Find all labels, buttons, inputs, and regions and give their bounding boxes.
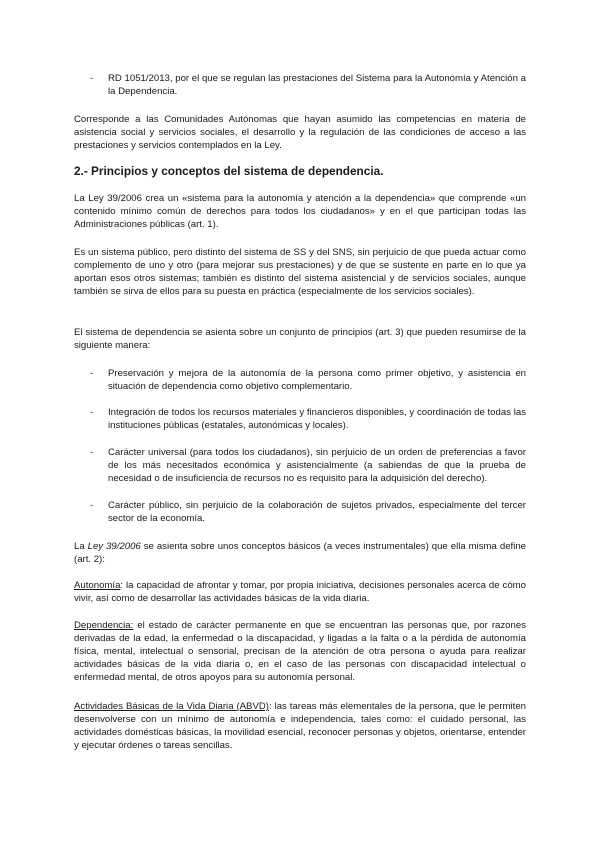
definition-term: Actividades Básicas de la Vida Diaria (ABVD) bbox=[74, 701, 269, 712]
principle-item-3: Carácter universal (para todos los ciudadanos), sin perjuicio de un orden de preferencias a favor de los más necesitados económica y asistencialmente (a sabiendas de que la prueba de necesidad o de insuficiencia de recursos no es requisito para la adquisición del derecho). bbox=[108, 447, 526, 484]
law-reference: Ley 39/2006 bbox=[87, 541, 141, 552]
principle-item-2: Integración de todos los recursos materiales y financieros disponibles, y coordinación de todas las instituciones públicas (estatales, autonómicas y locales). bbox=[108, 407, 526, 431]
definition-text: el estado de carácter permanente en que se encuentran las personas que, por razones derivadas de la edad, la enfermedad o la discapacidad, y ligadas a la falta o a la pérdida de autonomía física, mental, intelectual o sensorial, precisan de la atención de otra persona o ayuda para realizar actividades básicas de la vida diaria o, en el caso de las personas con discapacidad intelectual o enfermedad mental, de otros apoyos para su autonomía personal. bbox=[74, 620, 526, 683]
principle-item-1: Preservación y mejora de la autonomía de la persona como primer objetivo, y asistencia en situación de dependencia como objetivo complementario. bbox=[108, 368, 526, 392]
paragraph-sistema-publico: Es un sistema público, pero distinto del sistema de SS y del SNS, sin perjuicio de que pueda actuar como complemento de uno y otro (para mejorar sus prestaciones) y de que se sustente en parte en lo que ya aportan esos otros sistemas; también es distinto del sistema asistencial y de servicios sociales, aunque también se sirva de ellos para su puesta en práctica (especialmente de los servicios sociales). bbox=[74, 247, 526, 297]
paragraph-principios: El sistema de dependencia se asienta sobre un conjunto de principios (art. 3) que pueden resumirse de la siguiente manera: bbox=[74, 327, 526, 351]
bullet-dash: - bbox=[90, 73, 94, 84]
bullet-dash: - bbox=[90, 407, 94, 418]
bullet-dash: - bbox=[90, 500, 94, 511]
definition-text: : las tareas más elementales de la persona, que le permiten desenvolverse con un mínimo de autonomía e independencia, tales como: el cuidado personal, las actividades domésticas básicas, la movilidad esencial, reconocer personas y objetos, orientarse, entender y ejecutar órdenes o tareas sencillas. bbox=[74, 701, 527, 751]
definition-term: Autonomía bbox=[74, 580, 121, 591]
text-run: se asienta sobre unos conceptos básicos (a veces instrumentales) que ella misma define (art. 2): bbox=[74, 541, 526, 565]
intro-list-item: RD 1051/2013, por el que se regulan las prestaciones del Sistema para la Autonomía y Atención a la Dependencia. bbox=[108, 73, 526, 97]
section-heading: 2.- Principios y conceptos del sistema de dependencia. bbox=[74, 164, 384, 178]
bullet-dash: - bbox=[90, 447, 94, 458]
bullet-dash: - bbox=[90, 368, 94, 379]
principle-item-4: Carácter público, sin perjuicio de la colaboración de sujetos privados, especialmente del tercer sector de la economía. bbox=[108, 500, 526, 524]
definition-dependencia bbox=[74, 619, 526, 684]
paragraph-competencias: Corresponde a las Comunidades Autónomas que hayan asumido las competencias en materia de asistencia social y servicios sociales, el desarrollo y la regulación de las condiciones de acceso a las prestaciones y servicios contemplados en la Ley. bbox=[74, 114, 526, 151]
definition-term: Dependencia: bbox=[74, 620, 134, 631]
paragraph-ley: La Ley 39/2006 crea un «sistema para la autonomía y atención a la dependencia» que comprende «un contenido mínimo común de derechos para todos los ciudadanos» y en el que participan todas las Administraciones públicas (art. 1). bbox=[74, 193, 526, 230]
definition-autonomia bbox=[74, 579, 526, 605]
definition-abvd bbox=[74, 700, 526, 752]
text-run: La bbox=[74, 541, 88, 552]
paragraph-conceptos bbox=[74, 540, 526, 566]
definition-text: : la capacidad de afrontar y tomar, por propia iniciativa, decisiones personales acerca de cómo vivir, así como de desarrollar las actividades básicas de la vida diaria. bbox=[74, 580, 526, 604]
